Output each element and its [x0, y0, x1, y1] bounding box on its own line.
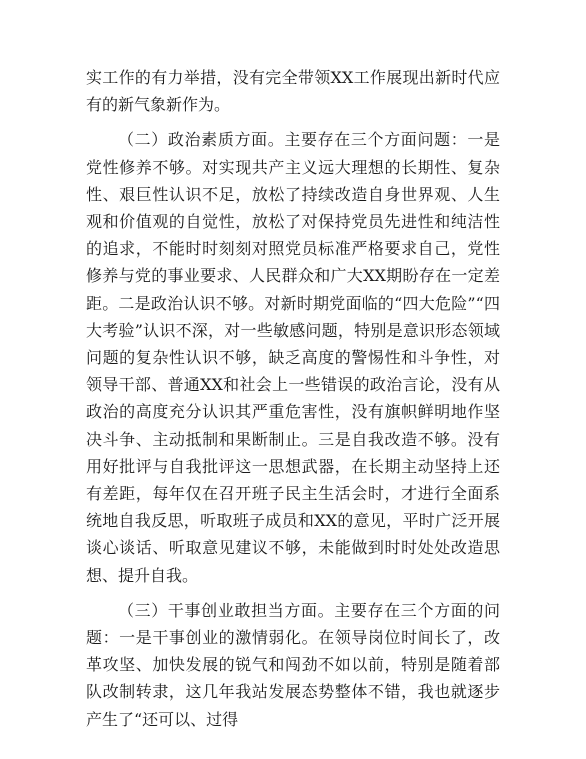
paragraph-political-quality: （二）政治素质方面。主要存在三个方面问题：一是党性修养不够。对实现共产主义远大理想的长期性、复杂性、艰巨性认识不足，放松了持续改造自身世界观、人生观和价值观的自觉性，放松了对保持党员先进性和纯洁性的追求，不能时时刻刻对照党员标准严格要求自己，党性修养与党的事业要求、人民群众和广大XX期盼存在一定差距。二是政治认识不够。对新时期党面临的“四大危险”“四大考验”认识不深，对一些敏感问题，特别是意识形态领域问题的复杂性认识不够，缺乏高度的警惕性和斗争性，对领导干部、普通XX和社会上一些错误的政治言论，没有从政治的高度充分认识其严重危害性，没有旗帜鲜明地作坚决斗争、主动抵制和果断制止。三是自我改造不够。没有用好批评与自我批评这一思想武器，在长期主动坚持上还有差距，每年仅在召开班子民主生活会时，才进行全面系统地自我反思，听取班子成员和XX的意见，平时广泛开展谈心谈话、听取意见建议不够，未能做到时时处处改造思想、提升自我。 [86, 130, 500, 585]
paragraph-continuation: 实工作的有力举措，没有完全带领XX工作展现出新时代应有的新气象新作为。 [86, 68, 500, 115]
paragraph-entrepreneurship: （三）干事创业敢担当方面。主要存在三个方面的问题：一是干事创业的激情弱化。在领导岗位时间长了，改革攻坚、加快发展的锐气和闯劲不如以前，特别是随着部队改制转隶，这几年我站发展态势整体不错，我也就逐步产生了“还可以、过得 [86, 600, 500, 729]
document-body [86, 64, 500, 733]
